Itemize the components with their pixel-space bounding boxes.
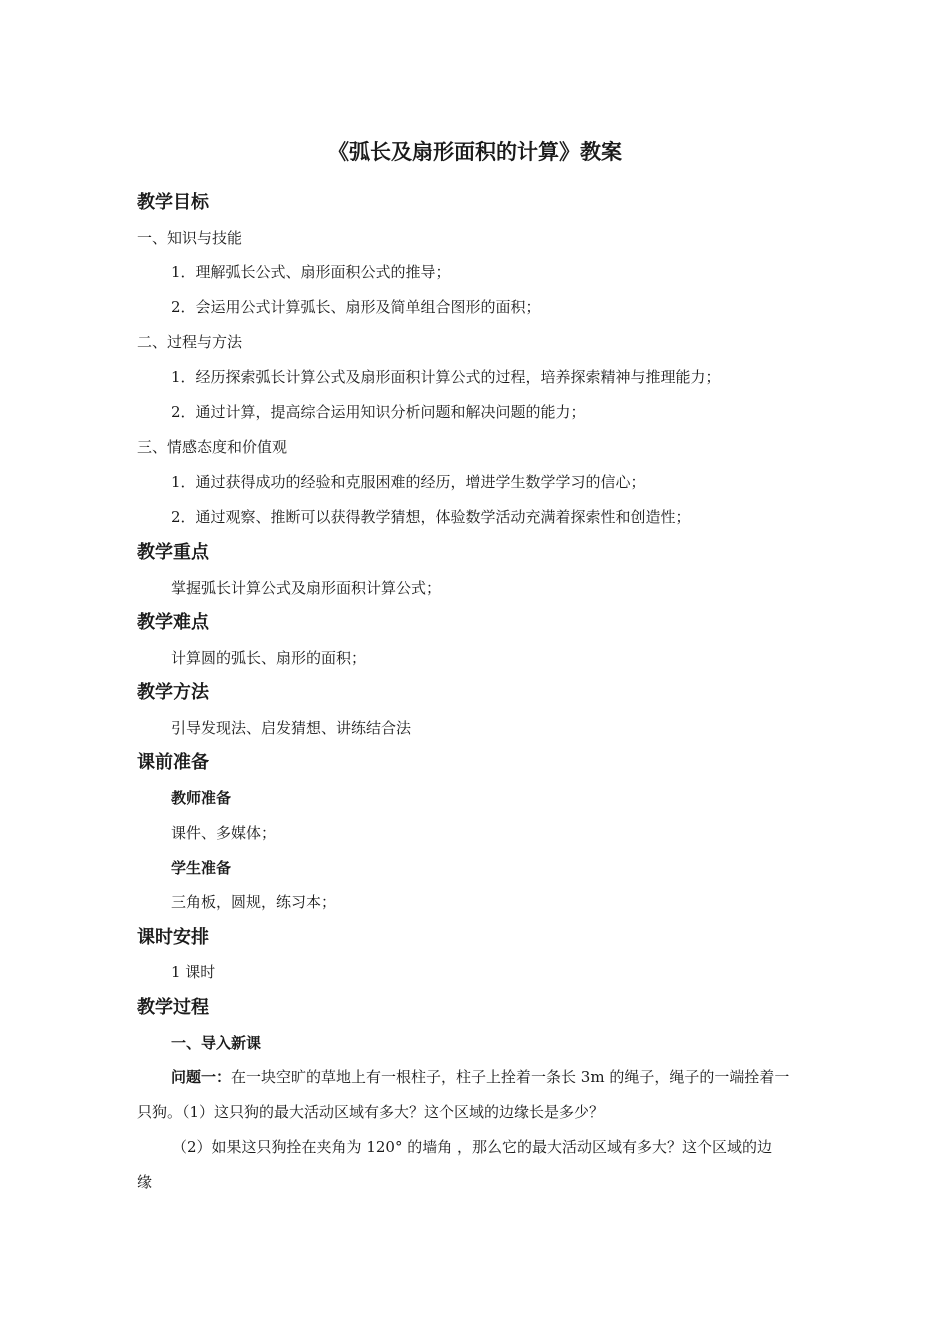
teacher-prep-heading: 教师准备 [171,789,232,807]
document-title: 《弧长及扇形面积的计算》教案 [328,140,622,164]
key-points-text: 掌握弧长计算公式及扇形面积计算公式； [171,579,442,597]
question-one-label: 问题一： [171,1068,232,1086]
heading-methods: 教学方法 [137,682,209,703]
heading-objectives: 教学目标 [137,192,209,213]
sub-heading-attitude: 三、情感态度和价值观 [137,438,288,456]
heading-difficulties: 教学难点 [137,612,209,633]
step1-heading: 一、导入新课 [171,1034,262,1052]
list-item: 2．通过计算，提高综合运用知识分析问题和解决问题的能力； [171,403,586,421]
list-item: 1．理解弧长公式、扇形面积公式的推导； [171,263,451,281]
question-one-text: 在一块空旷的草地上有一根柱子，柱子上拴着一条长 3m 的绳子，绳子的一端拴着一 [231,1068,790,1086]
methods-text: 引导发现法、启发猜想、讲练结合法 [171,719,412,737]
list-item: 1．经历探索弧长计算公式及扇形面积计算公式的过程，培养探索精神与推理能力； [171,368,721,386]
student-prep-heading: 学生准备 [171,859,232,877]
sub-heading-knowledge: 一、知识与技能 [137,229,243,247]
list-item: 1．通过获得成功的经验和克服困难的经历，增进学生数学学习的信心； [171,473,646,491]
schedule-text: 1 课时 [171,963,216,981]
sub-heading-process: 二、过程与方法 [137,333,243,351]
list-item: 2．会运用公式计算弧长、扇形及简单组合图形的面积； [171,298,541,316]
heading-key-points: 教学重点 [137,542,209,563]
question-one-line2: 只狗。（1）这只狗的最大活动区域有多大？这个区域的边缘长是多少？ [137,1103,605,1121]
question-one-line1 [171,1066,789,1087]
teacher-prep-text: 课件、多媒体； [171,824,277,842]
list-item: 2．通过观察、推断可以获得教学猜想，体验数学活动充满着探索性和创造性； [171,508,691,526]
question-one-line4: 缘 [137,1173,153,1191]
student-prep-text: 三角板，圆规，练习本； [171,893,337,911]
heading-schedule: 课时安排 [137,927,209,948]
heading-preparation: 课前准备 [137,752,209,773]
difficulties-text: 计算圆的弧长、扇形的面积； [171,649,367,667]
question-one-line3: （2）如果这只狗拴在夹角为 120° 的墙角 ，那么它的最大活动区域有多大？这个区域的边 [172,1138,772,1156]
heading-process: 教学过程 [137,997,209,1018]
